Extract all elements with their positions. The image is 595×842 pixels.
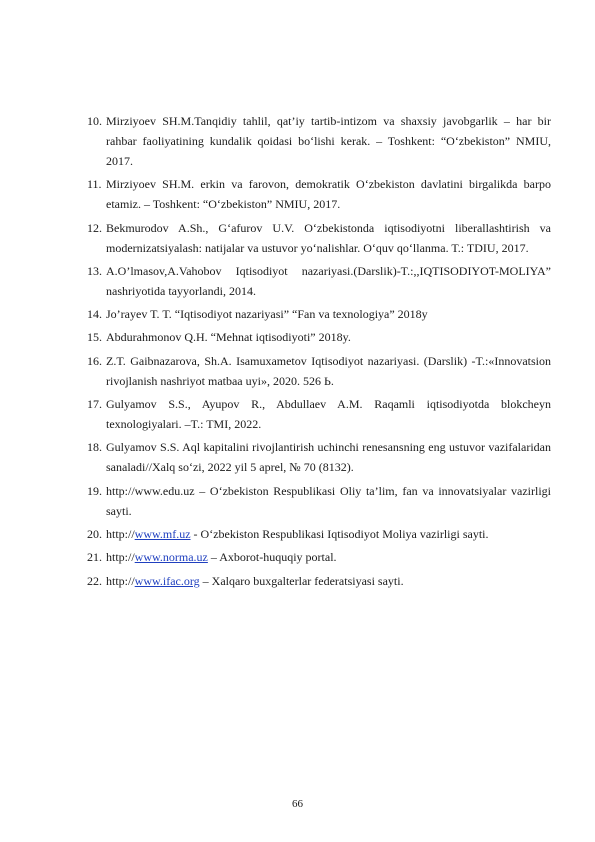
reference-text: A.O’lmasov,A.Vahobov Iqtisodiyot nazariyasi.(Darslik)-T.:,,IQTISODIYOT-MOLIYA” nashriyotida tayyorlandi, 2014. [106, 263, 551, 298]
reference-number: 13. [87, 263, 102, 278]
url-prefix: http:// [106, 526, 135, 541]
reference-item-14 [87, 304, 551, 324]
reference-text: Jo’rayev T. T. “Iqtisodiyot nazariyasi” “Fan va texnologiya” 2018y [106, 307, 428, 322]
reference-number: 10. [87, 114, 102, 128]
reference-number: 21. [87, 550, 102, 565]
url-prefix: http:// [106, 550, 135, 565]
reference-number: 14. [87, 307, 102, 322]
reference-number: 22. [87, 573, 102, 588]
reference-item-18 [87, 437, 551, 477]
link-description: - O‘zbekiston Respublikasi Iqtisodiyot Moliya vazirligi sayti. [190, 526, 489, 541]
reference-text: Z.T. Gaibnazarova, Sh.A. Isamuxametov Iqtisodiyot nazariyasi. (Darslik) -T.:«Innovatsion rivojlanish nashriyot matbaa uyi», 2020. 526 Ь. [106, 353, 551, 388]
reference-text [106, 524, 551, 544]
page-number: 66 [292, 798, 303, 810]
reference-item-17 [87, 394, 551, 434]
reference-item-22 [87, 571, 551, 591]
link-description: – Axborot-huquqiy portal. [207, 550, 337, 565]
reference-number: 19. [87, 483, 102, 498]
reference-item-21 [87, 547, 551, 567]
reference-text: Gulyamov S.S., Ayupov R., Abdullaev A.M. Raqamli iqtisodiyotda blokcheyn texnologiyalari. –T.: TMI, 2022. [106, 397, 551, 432]
url-prefix: http:// [106, 573, 135, 588]
mf-uz-link[interactable]: www.mf.uz [134, 526, 191, 541]
reference-number: 11. [87, 177, 102, 192]
reference-text [106, 547, 551, 567]
reference-item-15 [87, 327, 551, 347]
reference-number: 12. [87, 220, 102, 235]
reference-number: 16. [87, 353, 102, 368]
reference-item-12 [87, 218, 551, 258]
reference-text: http://www.edu.uz – O‘zbekiston Respublikasi Oliy ta’lim, fan va innovatsiyalar vazirligi sayti. [106, 483, 551, 518]
reference-text: Abdurahmonov Q.H. “Mehnat iqtisodiyoti” 2018y. [106, 330, 351, 345]
reference-item-11 [87, 174, 551, 214]
reference-text [106, 571, 551, 591]
ifac-org-link[interactable]: www.ifac.org [134, 573, 200, 588]
norma-uz-link[interactable]: www.norma.uz [134, 550, 208, 565]
reference-number: 18. [87, 440, 102, 455]
reference-item-13 [87, 261, 551, 301]
reference-item-16 [87, 351, 551, 391]
reference-item-10 [87, 111, 551, 171]
reference-item-20 [87, 524, 551, 544]
reference-text: Bekmurodov A.Sh., G‘afurov U.V. O‘zbekistonda iqtisodiyotni liberallashtirish va modernizatsiyalash: natijalar va ustuvor yo‘nalishlar. O‘quv qo‘llanma. T.: TDIU, 2017. [106, 220, 551, 255]
reference-number: 15. [87, 330, 102, 345]
reference-text: Mirziyoev SH.M.Tanqidiy tahlil, qat’iy tartib-intizom va shaxsiy javobgarlik – har bir rahbar faoliyatining kundalik qoidasi bo‘lishi kerak. – Toshkent: “O‘zbekiston” NMIU, 2017. [106, 114, 551, 168]
reference-number: 20. [87, 526, 102, 541]
link-description: – Xalqaro buxgalterlar federatsiyasi sayti. [199, 573, 404, 588]
reference-number: 17. [87, 397, 102, 412]
reference-text: Mirziyoev SH.M. erkin va farovon, demokratik O‘zbekiston davlatini birgalikda barpo etamiz. – Toshkent: “O‘zbekiston” NMIU, 2017. [106, 177, 551, 212]
reference-list [87, 111, 551, 594]
reference-text: Gulyamov S.S. Aql kapitalini rivojlantirish uchinchi renesansning eng ustuvor vazifalaridan sanaladi//Xalq so‘zi, 2022 yil 5 aprel, № 70 (8132). [106, 440, 551, 475]
reference-item-19 [87, 481, 551, 521]
